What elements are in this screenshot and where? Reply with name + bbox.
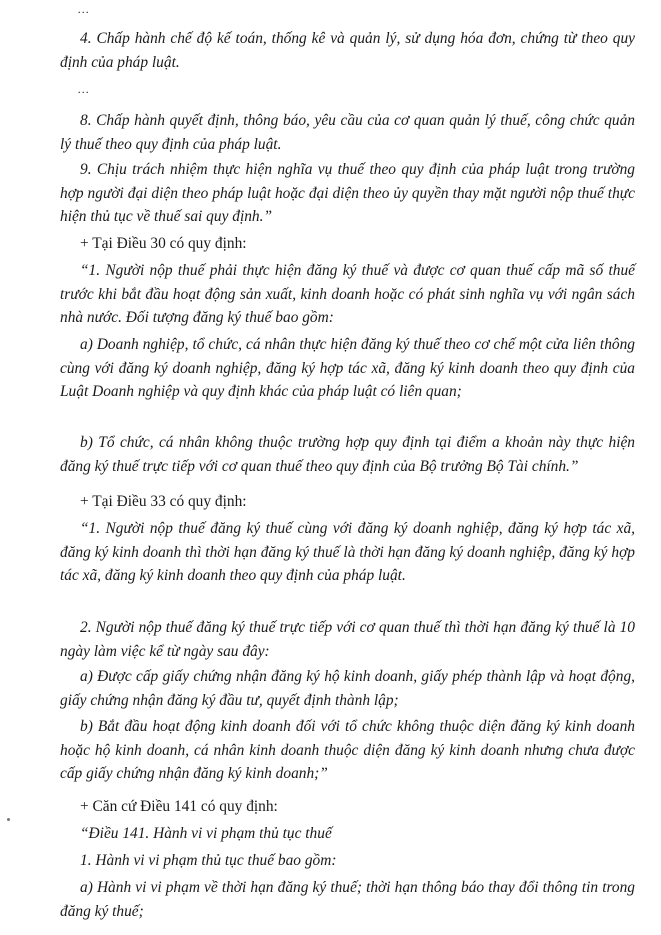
article-33-clause-2: 2. Người nộp thuế đăng ký thuế trực tiếp với cơ quan thuế thì thời hạn đăng ký thuế là 10 ngày làm việc kể từ ngày sau đây: <box>60 619 635 660</box>
article-141-title: “Điều 141. Hành vi vi phạm thủ tục thuế <box>80 825 332 842</box>
ellipsis-top: ... <box>78 2 90 16</box>
ellipsis-mid: ... <box>78 82 90 96</box>
scan-speck <box>7 818 10 821</box>
clause-8: 8. Chấp hành quyết định, thông báo, yêu cầu của cơ quan quản lý thuế, công chức quản lý thuế theo quy định của pháp luật. <box>60 112 635 153</box>
article-33-point-a: a) Được cấp giấy chứng nhận đăng ký hộ kinh doanh, giấy phép thành lập và hoạt động, giấy chứng nhận đăng ký đầu tư, quyết định thành lập; <box>60 668 635 709</box>
clause-9: 9. Chịu trách nhiệm thực hiện nghĩa vụ thuế theo quy định của pháp luật trong trường hợp người đại diện theo pháp luật hoặc đại diện theo ủy quyền thay mặt người nộp thuế thực hiện thủ tục về thuế sai quy định.” <box>60 161 635 225</box>
article-30-clause-1: “1. Người nộp thuế phải thực hiện đăng ký thuế và được cơ quan thuế cấp mã số thuế trước khi bắt đầu hoạt động sản xuất, kinh doanh hoặc có phát sinh nghĩa vụ với ngân sách nhà nước. Đối tượng đăng ký thuế bao gồm: <box>60 262 635 326</box>
article-33-heading: + Tại Điều 33 có quy định: <box>80 493 247 510</box>
article-30-heading: + Tại Điều 30 có quy định: <box>80 235 247 252</box>
article-141-heading: + Căn cứ Điều 141 có quy định: <box>80 798 278 815</box>
article-33-point-b: b) Bắt đầu hoạt động kinh doanh đối với tổ chức không thuộc diện đăng ký kinh doanh hoặc hộ kinh doanh, cá nhân kinh doanh thuộc diện đăng ký kinh doanh nhưng chưa được cấp giấy chứng nhận đăng ký kinh doanh;” <box>60 718 635 782</box>
article-33-clause-1: “1. Người nộp thuế đăng ký thuế cùng với đăng ký doanh nghiệp, đăng ký hợp tác xã, đăng ký kinh doanh thì thời hạn đăng ký thuế là thời hạn đăng ký doanh nghiệp, đăng ký hợp tác xã, đăng ký kinh doanh theo quy định của pháp luật. <box>60 520 635 584</box>
clause-4: 4. Chấp hành chế độ kế toán, thống kê và quản lý, sử dụng hóa đơn, chứng từ theo quy định của pháp luật. <box>60 30 635 71</box>
article-141-clause-1: 1. Hành vi vi phạm thủ tục thuế bao gồm: <box>80 852 337 869</box>
article-30-point-a: a) Doanh nghiệp, tổ chức, cá nhân thực hiện đăng ký thuế theo cơ chế một cửa liên thông cùng với đăng ký doanh nghiệp, đăng ký hợp tác xã, đăng ký kinh doanh theo quy định của Luật Doanh nghiệp và quy định khác của pháp luật có liên quan; <box>60 336 635 400</box>
article-141-point-a: a) Hành vi vi phạm về thời hạn đăng ký thuế; thời hạn thông báo thay đổi thông tin trong đăng ký thuế; <box>60 879 635 920</box>
article-30-point-b: b) Tổ chức, cá nhân không thuộc trường hợp quy định tại điểm a khoản này thực hiện đăng ký thuế trực tiếp với cơ quan thuế theo quy định của Bộ trưởng Bộ Tài chính.” <box>60 434 635 475</box>
